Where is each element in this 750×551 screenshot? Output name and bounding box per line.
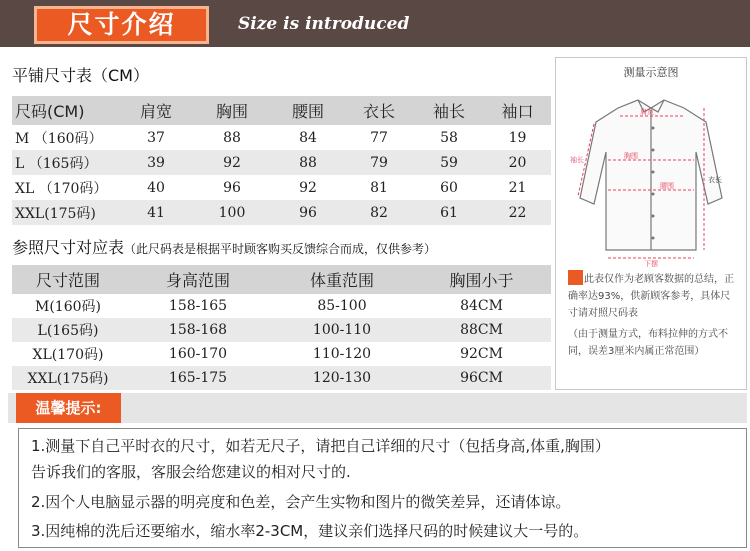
table-cell: 19 xyxy=(484,125,551,150)
table-cell: XL(170码) xyxy=(12,342,124,366)
table-cell: 84 xyxy=(272,125,344,150)
tips-label: 温馨提示: xyxy=(16,393,121,423)
table-row xyxy=(12,125,551,150)
table-cell: XL （170码） xyxy=(12,175,120,200)
table-cell: 22 xyxy=(484,200,551,225)
table-cell: M （160码） xyxy=(12,125,120,150)
col-header-waist: 腰围 xyxy=(272,96,344,125)
table-cell: 20 xyxy=(484,150,551,175)
table-cell: 92 xyxy=(192,150,272,175)
table-cell: 100-110 xyxy=(272,318,412,342)
table-cell: 88 xyxy=(192,125,272,150)
measurement-diagram-panel xyxy=(555,57,747,390)
table-cell: XXL(175码) xyxy=(12,200,120,225)
tips-box xyxy=(18,428,747,548)
diagram-title: 测量示意图 xyxy=(623,66,679,79)
table-cell: 100 xyxy=(192,200,272,225)
header-banner xyxy=(0,0,750,47)
table-row xyxy=(12,175,551,200)
table-cell: 61 xyxy=(414,200,484,225)
table-cell: 96 xyxy=(192,175,272,200)
tip-line: 2.因个人电脑显示器的明亮度和色差，会产生实物和图片的微笑差异，还请体谅。 xyxy=(31,493,571,511)
table-cell: 88CM xyxy=(412,318,551,342)
label-waist: 腰围 xyxy=(660,182,674,190)
size-tables-panel xyxy=(8,57,551,390)
table-cell: 92 xyxy=(272,175,344,200)
col-header-weight-range: 体重范围 xyxy=(272,265,412,294)
tips-bar xyxy=(8,393,747,423)
table-cell: 96 xyxy=(272,200,344,225)
col-header-sleeve: 袖长 xyxy=(414,96,484,125)
col-header-size: 尺码(CM) xyxy=(12,96,120,125)
table-row xyxy=(12,294,551,318)
col-header-length: 衣长 xyxy=(344,96,414,125)
shirt-diagram xyxy=(556,78,746,268)
table-cell: 40 xyxy=(120,175,192,200)
table-cell: L(165码) xyxy=(12,318,124,342)
label-shoulder: 肩宽 xyxy=(640,108,654,116)
label-hem: 下摆 xyxy=(644,260,658,268)
table-cell: 79 xyxy=(344,150,414,175)
table-cell: 77 xyxy=(344,125,414,150)
col-header-size-range: 尺寸范围 xyxy=(12,265,124,294)
tip-line: 1.测量下自己平时衣的尺寸，如若无尺子，请把自己详细的尺寸（包括身高,体重,胸围） xyxy=(31,437,610,455)
table-cell: 60 xyxy=(414,175,484,200)
title-badge xyxy=(34,6,209,44)
flat-size-table xyxy=(12,96,551,225)
table-cell: L （165码） xyxy=(12,150,120,175)
table-cell: 82 xyxy=(344,200,414,225)
col-header-height-range: 身高范围 xyxy=(124,265,272,294)
note-marker-icon xyxy=(568,270,583,285)
diagram-note-1: 此表仅作为老顾客数据的总结，正确率达93%，供新顾客参考，具体尺寸请对照尺码表 xyxy=(568,274,734,319)
reference-size-table xyxy=(12,265,551,390)
table-cell: 84CM xyxy=(412,294,551,318)
table-cell: 59 xyxy=(414,150,484,175)
table-cell: 92CM xyxy=(412,342,551,366)
table-cell: 110-120 xyxy=(272,342,412,366)
col-header-chest-under: 胸围小于 xyxy=(412,265,551,294)
table-cell: 158-165 xyxy=(124,294,272,318)
flat-table-header-row xyxy=(12,96,551,125)
col-header-shoulder: 肩宽 xyxy=(120,96,192,125)
diagram-note xyxy=(568,270,740,360)
table-cell: M(160码) xyxy=(12,294,124,318)
table-cell: 120-130 xyxy=(272,366,412,390)
table-cell: 39 xyxy=(120,150,192,175)
table-cell: XXL(175码) xyxy=(12,366,124,390)
table-row xyxy=(12,366,551,390)
shirt-outline-icon xyxy=(580,100,722,250)
col-header-chest: 胸围 xyxy=(192,96,272,125)
flat-table-title: 平铺尺寸表（CM） xyxy=(12,66,149,85)
table-cell: 41 xyxy=(120,200,192,225)
table-cell: 88 xyxy=(272,150,344,175)
table-cell: 165-175 xyxy=(124,366,272,390)
table-cell: 96CM xyxy=(412,366,551,390)
table-cell: 85-100 xyxy=(272,294,412,318)
table-row xyxy=(12,342,551,366)
table-cell: 158-168 xyxy=(124,318,272,342)
table-cell: 81 xyxy=(344,175,414,200)
ref-table-header-row xyxy=(12,265,551,294)
ref-table-title xyxy=(12,235,436,258)
table-cell: 160-170 xyxy=(124,342,272,366)
tip-line: 告诉我们的客服，客服会给您建议的相对尺寸的. xyxy=(31,463,351,481)
table-cell: 21 xyxy=(484,175,551,200)
label-chest: 胸围 xyxy=(624,152,638,160)
label-sleeve: 袖长 xyxy=(570,156,584,164)
table-row xyxy=(12,318,551,342)
label-length: 衣长 xyxy=(708,176,722,184)
table-row xyxy=(12,150,551,175)
page-title: 尺寸介绍 xyxy=(67,10,176,39)
tip-line: 3.因纯棉的洗后还要缩水，缩水率2-3CM，建议亲们选择尺码的时候建议大一号的。 xyxy=(31,522,589,540)
ref-table-note: （此尺码表是根据平时顾客购买反馈综合而成，仅供参考） xyxy=(124,242,437,256)
table-cell: 58 xyxy=(414,125,484,150)
ref-table-title-text: 参照尺寸对应表 xyxy=(12,238,125,257)
col-header-cuff: 袖口 xyxy=(484,96,551,125)
page-subtitle: Size is introduced xyxy=(238,14,410,34)
table-cell: 37 xyxy=(120,125,192,150)
table-row xyxy=(12,200,551,225)
diagram-note-2: （由于测量方式，布料拉伸的方式不同，误差3厘米内属正常范围） xyxy=(568,329,728,357)
